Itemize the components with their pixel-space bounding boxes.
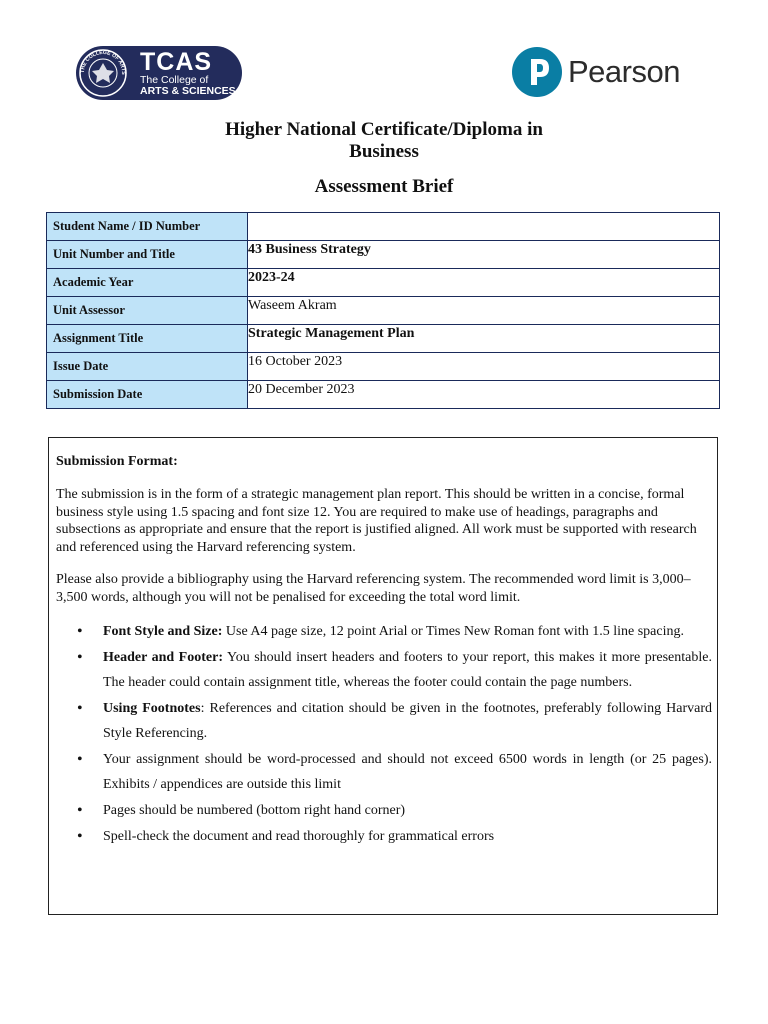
row-label: Assignment Title: [47, 325, 248, 353]
college-seal-icon: [78, 48, 128, 98]
list-item: [49, 696, 712, 746]
assessment-info-table: [46, 212, 720, 409]
tcas-logo: [76, 46, 242, 100]
row-label: Submission Date: [47, 381, 248, 409]
unit-assessor-value: Waseem Akram: [248, 297, 720, 325]
table-row: [47, 325, 720, 353]
list-item: [49, 645, 712, 695]
submission-requirements-list: [49, 619, 712, 850]
list-item: [49, 798, 712, 823]
row-label: Issue Date: [47, 353, 248, 381]
table-row: [47, 297, 720, 325]
pearson-wordmark: Pearson: [568, 54, 680, 89]
title-line-2: Business: [349, 141, 419, 162]
bullet-text: Pages should be numbered (bottom right hand corner): [103, 803, 406, 818]
table-row: [47, 269, 720, 297]
bullet-text: Your assignment should be word-processed and should not exceed 6500 words in length (or 25 pages). Exhibits / appendices are outside this limit: [103, 752, 712, 792]
row-label: Unit Number and Title: [47, 241, 248, 269]
tcas-name: TCAS: [140, 48, 213, 76]
bullet-text: Spell-check the document and read thoroughly for grammatical errors: [103, 829, 495, 844]
bullet-text: Use A4 page size, 12 point Arial or Times New Roman font with 1.5 line spacing.: [222, 624, 684, 639]
tcas-line2: ARTS & SCIENCES: [140, 85, 236, 97]
row-label: Unit Assessor: [47, 297, 248, 325]
bullet-lead: Using Footnotes: [103, 701, 201, 716]
bullet-lead: Font Style and Size:: [103, 624, 223, 639]
title-line-1: Higher National Certificate/Diploma in: [225, 119, 543, 140]
bullet-text: You should insert headers and footers to your report, this makes it more presentable. The header could contain assignment title, whereas the footer could contain the page numbers.: [103, 650, 712, 690]
submission-date-value: 20 December 2023: [248, 381, 720, 409]
issue-date-value: 16 October 2023: [248, 353, 720, 381]
list-item: [49, 747, 712, 797]
list-item: [49, 619, 712, 644]
student-name-value: [248, 213, 720, 241]
academic-year-value: 2023-24: [248, 269, 720, 297]
unit-title-value: 43 Business Strategy: [248, 241, 720, 269]
table-row: [47, 381, 720, 409]
pearson-mark-icon: [512, 47, 562, 97]
seal-text: THE COLLEGE OF ARTS: [79, 49, 127, 75]
submission-format-box: [48, 437, 718, 915]
tcas-line1: The College of: [140, 74, 209, 86]
table-row: [47, 353, 720, 381]
pearson-logo: [512, 46, 680, 98]
table-row: [47, 241, 720, 269]
row-label: Academic Year: [47, 269, 248, 297]
bullet-text: : References and citation should be given in the footnotes, preferably following Harvard Style Referencing.: [103, 701, 713, 741]
list-item: [49, 824, 712, 849]
submission-heading: Submission Format:: [56, 454, 178, 469]
bullet-lead: Header and Footer:: [103, 650, 223, 665]
table-row: [47, 213, 720, 241]
assignment-title-value: Strategic Management Plan: [248, 325, 720, 353]
submission-paragraph-1: The submission is in the form of a strategic management plan report. This should be written in a concise, formal business style using 1.5 spacing and font size 12. You are required to make use of headings, paragraphs and subsections as appropriate and ensure that the report is justified aligned. All work must be supported with research and referenced using the Harvard referencing system.: [56, 487, 697, 555]
document-subtitle: Assessment Brief: [314, 176, 454, 197]
document-title: [0, 119, 768, 163]
row-label: Student Name / ID Number: [47, 213, 248, 241]
submission-paragraph-2: Please also provide a bibliography using the Harvard referencing system. The recommended word limit is 3,000–3,500 words, although you will not be penalised for exceeding the total word limit.: [56, 572, 691, 605]
